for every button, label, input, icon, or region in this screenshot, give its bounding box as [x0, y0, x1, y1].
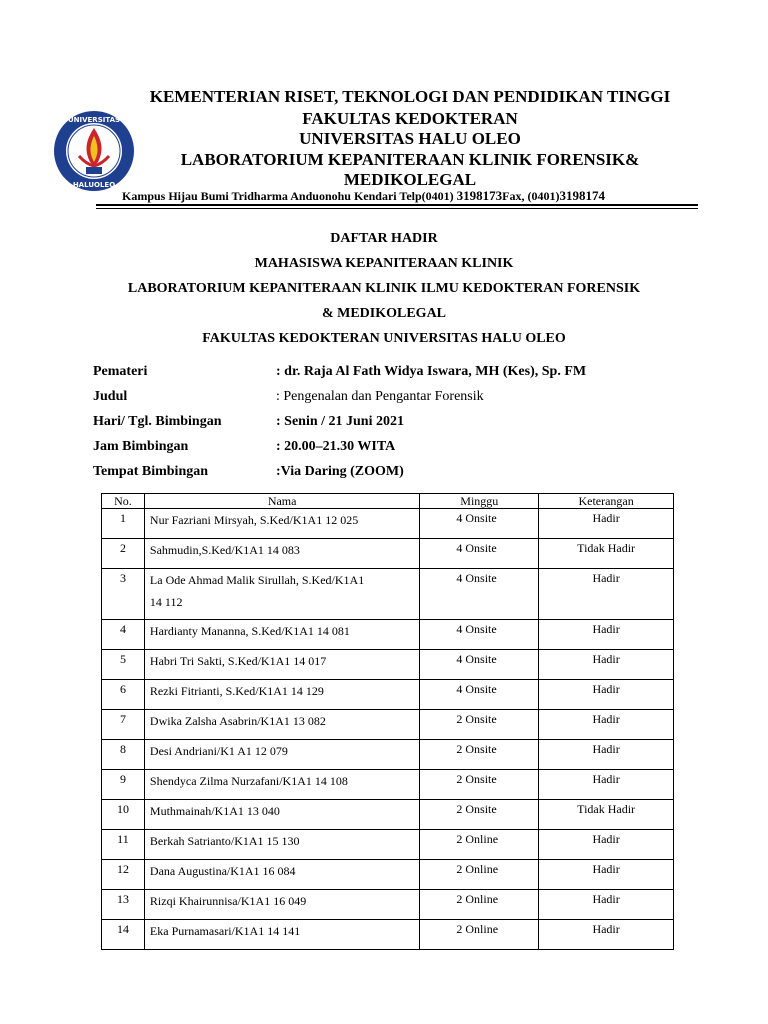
status-cell: Tidak Hadir: [539, 539, 674, 569]
week-cell: 2 Onsite: [420, 740, 539, 770]
info-label: Jam Bimbingan: [93, 439, 189, 454]
title-line-1: DAFTAR HADIR: [330, 231, 438, 246]
title-line-4: & MEDIKOLEGAL: [321, 306, 447, 321]
table-row: [102, 620, 674, 650]
row-number: 3: [102, 569, 145, 620]
row-number: 4: [102, 620, 145, 650]
row-number: 6: [102, 680, 145, 710]
student-name: Dwika Zalsha Asabrin/K1A1 13 082: [149, 714, 326, 728]
status-cell: Hadir: [539, 509, 674, 539]
student-name: Sahmudin,S.Ked/K1A1 14 083: [149, 543, 300, 557]
week-cell: 2 Onsite: [420, 710, 539, 740]
ministry-name: KEMENTERIAN RISET, TEKNOLOGI DAN PENDIDIKAN TINGGI: [149, 87, 671, 106]
fax-number: 3198174: [559, 188, 605, 203]
row-number: 12: [102, 860, 145, 890]
table-row: [102, 509, 674, 539]
student-name-continued: 14 112: [149, 595, 183, 609]
table-row: [102, 770, 674, 800]
fax-label: Fax, (0401): [502, 189, 560, 203]
week-cell: 4 Onsite: [420, 680, 539, 710]
student-name-cell: [144, 770, 419, 800]
row-number: 5: [102, 650, 145, 680]
row-number: 11: [102, 830, 145, 860]
header-rule-thin: [96, 208, 698, 209]
row-number: 7: [102, 710, 145, 740]
status-cell: Hadir: [539, 740, 674, 770]
week-cell: 4 Onsite: [420, 620, 539, 650]
letterhead-faculty: [100, 109, 720, 129]
table-row: [102, 860, 674, 890]
student-name: Eka Purnamasari/K1A1 14 141: [149, 924, 301, 938]
status-cell: Hadir: [539, 710, 674, 740]
student-name: Berkah Satrianto/K1A1 15 130: [149, 834, 300, 848]
table-row: [102, 680, 674, 710]
lab-name-line1: LABORATORIUM KEPANITERAAN KLINIK FORENSIK&: [180, 150, 640, 169]
title-line-5: FAKULTAS KEDOKTERAN UNIVERSITAS HALU OLEO: [202, 331, 566, 346]
week-cell: 4 Onsite: [420, 650, 539, 680]
lab-name-line2: MEDIKOLEGAL: [343, 170, 477, 189]
table-row: [102, 800, 674, 830]
attendance-body: [102, 509, 674, 950]
student-name: La Ode Ahmad Malik Sirullah, S.Ked/K1A1: [149, 573, 365, 587]
table-row: [102, 920, 674, 950]
letterhead-university: [100, 129, 720, 149]
table-row: [102, 740, 674, 770]
info-value: : dr. Raja Al Fath Widya Iswara, MH (Kes), Sp. FM: [276, 364, 587, 379]
student-name-cell: [144, 860, 419, 890]
faculty-name: FAKULTAS KEDOKTERAN: [302, 109, 518, 128]
row-number: 14: [102, 920, 145, 950]
student-name-cell: [144, 539, 419, 569]
week-cell: 4 Onsite: [420, 539, 539, 569]
student-name-cell: [144, 740, 419, 770]
title-line-3: LABORATORIUM KEPANITERAAN KLINIK ILMU KEDOKTERAN FORENSIK: [127, 281, 641, 296]
address-line: [122, 188, 605, 204]
logo-text-bottom: HALUOLEO: [72, 181, 116, 189]
letterhead-lab2: [100, 170, 720, 190]
university-name: UNIVERSITAS HALU OLEO: [299, 129, 521, 148]
table-row: [102, 890, 674, 920]
table-header-row: [102, 494, 674, 509]
student-name-cell: [144, 920, 419, 950]
student-name: Rezki Fitrianti, S.Ked/K1A1 14 129: [149, 684, 324, 698]
student-name-cell: [144, 830, 419, 860]
logo-text-top: UNIVERSITAS: [67, 116, 121, 124]
status-cell: Hadir: [539, 830, 674, 860]
week-cell: 2 Online: [420, 890, 539, 920]
week-cell: 2 Onsite: [420, 770, 539, 800]
student-name: Desi Andriani/K1 A1 12 079: [149, 744, 288, 758]
header-no: No.: [102, 494, 145, 509]
week-cell: 2 Onsite: [420, 800, 539, 830]
student-name: Muthmainah/K1A1 13 040: [149, 804, 280, 818]
status-cell: Hadir: [539, 569, 674, 620]
row-number: 1: [102, 509, 145, 539]
letterhead-lab1: [100, 150, 720, 170]
student-name-cell: [144, 800, 419, 830]
status-cell: Hadir: [539, 770, 674, 800]
info-label: Pemateri: [93, 364, 148, 379]
student-name: Nur Fazriani Mirsyah, S.Ked/K1A1 12 025: [149, 513, 359, 527]
week-cell: 2 Online: [420, 920, 539, 950]
status-cell: Hadir: [539, 920, 674, 950]
info-label: Hari/ Tgl. Bimbingan: [93, 414, 222, 429]
info-value: :Via Daring (ZOOM): [276, 464, 404, 479]
student-name: Shendyca Zilma Nurzafani/K1A1 14 108: [149, 774, 348, 788]
attendance-table: [101, 493, 674, 950]
header-name: Nama: [144, 494, 419, 509]
student-name: Dana Augustina/K1A1 16 084: [149, 864, 296, 878]
table-row: [102, 569, 674, 620]
week-cell: 4 Onsite: [420, 509, 539, 539]
table-row: [102, 539, 674, 569]
header-rule-thick: [96, 204, 698, 206]
letterhead: [100, 87, 720, 107]
student-name-cell: [144, 680, 419, 710]
student-name: Rizqi Khairunnisa/K1A1 16 049: [149, 894, 307, 908]
status-cell: Hadir: [539, 890, 674, 920]
header-status: Keterangan: [539, 494, 674, 509]
info-value: : 20.00–21.30 WITA: [276, 439, 396, 454]
title-line-2: MAHASISWA KEPANITERAAN KLINIK: [254, 256, 514, 271]
student-name-cell: [144, 620, 419, 650]
row-number: 13: [102, 890, 145, 920]
table-row: [102, 710, 674, 740]
row-number: 9: [102, 770, 145, 800]
address-prefix: Kampus Hijau Bumi Tridharma Anduonohu Kendari Telp(0401): [122, 189, 454, 203]
table-row: [102, 650, 674, 680]
document-title: [60, 226, 708, 351]
status-cell: Hadir: [539, 860, 674, 890]
student-name-cell: [144, 569, 419, 620]
info-label: Judul: [93, 389, 128, 404]
student-name-cell: [144, 509, 419, 539]
week-cell: 2 Online: [420, 860, 539, 890]
student-name-cell: [144, 710, 419, 740]
status-cell: Tidak Hadir: [539, 800, 674, 830]
student-name: Hardianty Mananna, S.Ked/K1A1 14 081: [149, 624, 350, 638]
status-cell: Hadir: [539, 650, 674, 680]
header-week: Minggu: [420, 494, 539, 509]
student-name: Habri Tri Sakti, S.Ked/K1A1 14 017: [149, 654, 327, 668]
info-label: Tempat Bimbingan: [93, 464, 209, 479]
student-name-cell: [144, 650, 419, 680]
info-value: : Pengenalan dan Pengantar Forensik: [276, 389, 484, 404]
row-number: 8: [102, 740, 145, 770]
info-value: : Senin / 21 Juni 2021: [276, 414, 404, 429]
row-number: 10: [102, 800, 145, 830]
week-cell: 4 Onsite: [420, 569, 539, 620]
row-number: 2: [102, 539, 145, 569]
status-cell: Hadir: [539, 620, 674, 650]
student-name-cell: [144, 890, 419, 920]
table-row: [102, 830, 674, 860]
week-cell: 2 Online: [420, 830, 539, 860]
phone-number: 3198173: [456, 188, 503, 203]
status-cell: Hadir: [539, 680, 674, 710]
